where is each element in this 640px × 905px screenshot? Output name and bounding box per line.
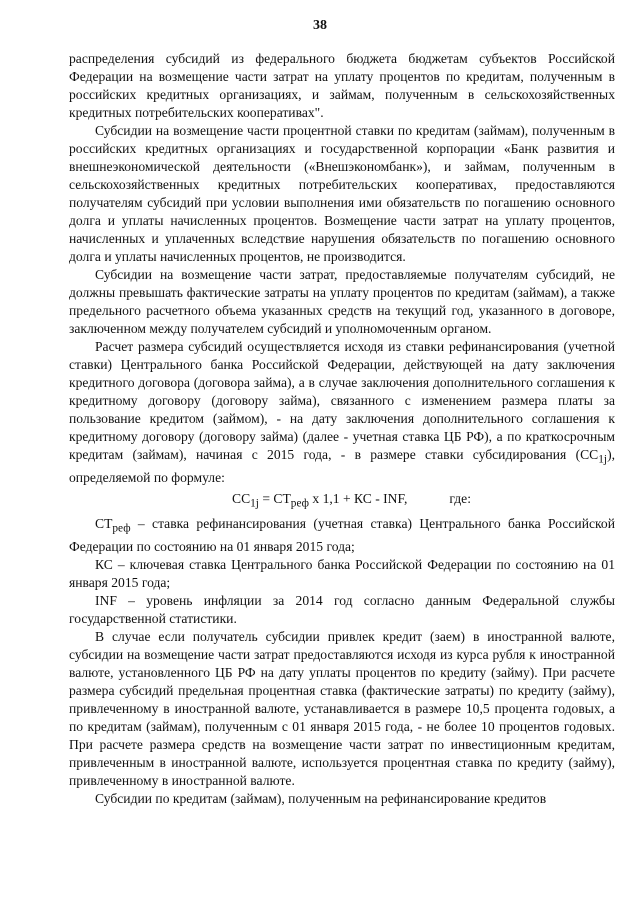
subscript-1j: 1j <box>598 453 608 466</box>
paragraph-6: Субсидии по кредитам (займам), полученным на рефинансирование кредитов <box>95 791 547 807</box>
formula-tail: х 1,1 + КС - INF, <box>308 490 408 506</box>
definition-term: СТ <box>95 516 113 532</box>
definition-inf: INF – уровень инфляции за 2014 год согласно данным Федеральной службы государственной статистики. <box>69 593 615 627</box>
formula-subscript-1j: 1j <box>250 497 259 510</box>
formula-where: где: <box>449 490 471 506</box>
definition-st-ref <box>69 515 615 556</box>
page-number: 38 <box>313 18 327 33</box>
paragraph-4-text: Расчет размера субсидий осуществляется исходя из ставки рефинансирования (учетной ставки) Центрального банка Российской Федерации, действующей на дату заключения кредитного договора (договора займа), а в случае заключения дополнительного соглашения к кредитному договору (договору займа), связанного с изменением размера платы за пользование кредитом (займом), - на дату заключения дополнительного соглашения к кредитному договору (договору займа) (далее - учетная ставка ЦБ РФ), а по краткосрочным кредитам (займам), начиная с 2015 года, - в размере ставки субсидирования (СС <box>69 339 615 462</box>
paragraph-3: Субсидии на возмещение части затрат, предоставляемые получателям субсидий, не должны превышать фактические затраты на уплату процентов по кредитам (займам), а также предельного расчетного объема указанных средств на текущий год, указанного в договоре, заключенном между получателем субсидий и уполномоченным органом. <box>69 267 615 336</box>
formula-st: = СТ <box>258 490 291 506</box>
definition-subscript-ref: реф <box>112 523 131 536</box>
definition-ks: КС – ключевая ставка Центрального банка Российской Федерации по состоянию на 01 января 2015 года; <box>69 557 615 591</box>
definition-text: – ставка рефинансирования (учетная ставка) Центрального банка Российской Федерации по состоянию на 01 января 2015 года; <box>69 516 615 555</box>
paragraph-1: распределения субсидий из федерального бюджета бюджетам субъектов Российской Федерации на возмещение части затрат на уплату процентов по кредитам, полученным в российских кредитных организациях, и займам, полученным в сельскохозяйственных кредитных потребительских кооперативах". <box>69 51 615 120</box>
paragraph-2: Субсидии на возмещение части процентной ставки по кредитам (займам), полученным в российских кредитных организациях и государственной корпорации «Банк развития и внешнеэкономической деятельности («Внешэкономбанк»), и займам, полученным в сельскохозяйственных кредитных потребительских кооперативах, предоставляются получателям субсидий при условии выполнения ими обязательств по погашению основного долга и уплаты начисленных процентов. Возмещение части затрат на уплату процентов, начисленных и уплаченных вследствие нарушения обязательств по погашению основного долга и уплаты начисленных процентов, не производится. <box>69 123 615 264</box>
paragraph-4-tail: ), определяемой по формуле: <box>69 447 615 485</box>
formula-lhs: СС <box>232 490 251 506</box>
document-body <box>69 50 615 808</box>
formula <box>69 490 615 513</box>
formula-subscript-ref: реф <box>290 497 309 510</box>
paragraph-4 <box>69 338 615 487</box>
paragraph-5: В случае если получатель субсидии привлек кредит (заем) в иностранной валюте, субсидии на возмещение части затрат предоставляются исходя из курса рубля к иностранной валюте, установленного ЦБ РФ на дату уплаты процентов по кредиту (займу). При расчете размера субсидий предельная процентная ставка (фактические затраты) по кредиту (займу), привлеченному в иностранной валюте, устанавливается в размере 10,5 процента годовых, а по кредитам (займам), полученным с 01 января 2015 года, - не более 10 процентов годовых. При расчете размера средств на возмещение части затрат по инвестиционным кредитам, привлеченным в иностранной валюте, используется процентная ставка по кредиту (займу), привлеченному в иностранной валюте. <box>69 629 615 789</box>
